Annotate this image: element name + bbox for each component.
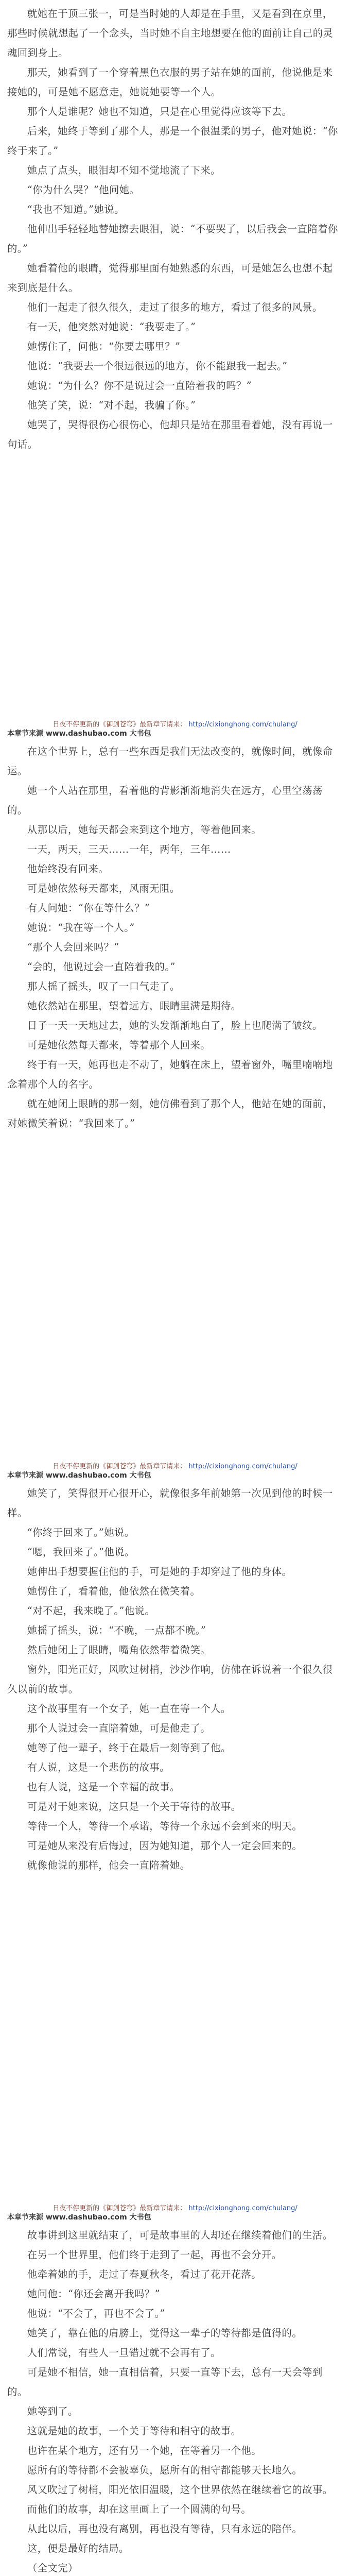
paragraph: 然后她闭上了眼睛，嘴角依然带着微笑。: [27, 1644, 211, 1656]
page-4-body: [0, 2226, 350, 2576]
footer-promo-link[interactable]: http://cixionghong.com/chulang/: [188, 1463, 297, 1470]
paragraph: 有人问她：“你在等什么？”: [27, 902, 150, 914]
paragraph: 有人说，这是一个悲伤的故事。: [27, 1761, 170, 1773]
chapter-page-1: [0, 4, 350, 454]
footer-promo-text: 日夜不停更新的《御剑苍穹》最新章节请来：: [52, 721, 187, 728]
paragraph: 她笑了，笑得很开心很开心，就像很多年前她第一次见到他的时候一样。: [7, 1487, 333, 1519]
footer-promo-link[interactable]: http://cixionghong.com/chulang/: [188, 2205, 297, 2212]
page-3-source: [0, 2212, 350, 2222]
paragraph: 也有人说，这是一个幸福的故事。: [27, 1781, 180, 1793]
paragraph: 可是她从来没有后悔过，因为她知道，那个人一定会回来的。: [27, 1840, 303, 1852]
paragraph: 他们一起走了很久很久，走过了很多的地方，看过了很多的风景。: [27, 301, 323, 313]
paragraph: 故事讲到这里就结束了，可是故事里的人却还在继续着他们的生活。: [27, 2229, 333, 2241]
paragraph: 他说：“我要去一个很远很远的地方，你不能跟我一起去。”: [27, 360, 288, 372]
page-3-footer: [0, 2202, 350, 2212]
footer-promo-link[interactable]: http://cixionghong.com/chulang/: [188, 721, 297, 728]
paragraph: 他牵着她的手，走过了春夏秋冬，看过了花开花落。: [27, 2268, 261, 2280]
paragraph: 日子一天一天地过去，她的头发渐渐地白了，脸上也爬满了皱纹。: [27, 1020, 323, 1031]
paragraph: 后来，她终于等到了那个人，那是一个很温柔的男子，他对她说：“你终于来了。”: [7, 125, 338, 157]
paragraph: 而他们的故事，却在这里画上了一个圆满的句号。: [27, 2503, 252, 2515]
chapter-page-3: [0, 1484, 350, 1875]
paragraph: 可是对于她来说，这只是一个关于等待的故事。: [27, 1801, 241, 1812]
source-site-link[interactable]: www.dashubao.com: [45, 2213, 127, 2222]
paragraph: 这就是她的故事，一个关于等待和相守的故事。: [27, 2425, 241, 2437]
paragraph: 她摇了摇头，说：“不晚，一点都不晚。”: [27, 1624, 206, 1636]
source-site-link[interactable]: www.dashubao.com: [45, 1471, 127, 1480]
paragraph: 从此以后，再也没有离别，再也没有等待，只有永远的陪伴。: [27, 2523, 303, 2535]
paragraph: 那个人说过会一直陪着她，可是他走了。: [27, 1722, 211, 1734]
paragraph: “你为什么哭？”他问她。: [27, 184, 140, 196]
paragraph: 她伸出手想要握住他的手，可是她的手却穿过了他的身体。: [27, 1566, 292, 1578]
paragraph: 她依然站在那里，望着远方，眼睛里满是期待。: [27, 1000, 241, 1012]
paragraph: 她看着他的眼睛，觉得那里面有她熟悉的东西，可是她怎么也想不起来到底是什么。: [7, 262, 333, 294]
paragraph: 也许在某个地方，还有另一个她，在等着另一个他。: [27, 2445, 261, 2456]
source-site-name: 大书包: [129, 2213, 151, 2222]
footer-promo-text: 日夜不停更新的《御剑苍穹》最新章节请来：: [52, 2205, 187, 2212]
paragraph: 人们常说，有些人一旦错过就不会再有了。: [27, 2347, 221, 2359]
paragraph: 可是她依然每天都来，风雨无阻。: [27, 883, 180, 894]
paragraph: “你终于回来了。”她说。: [27, 1527, 135, 1538]
chapter-page-2: [0, 742, 350, 1133]
paragraph: “会的，他说过会一直陪着我的。”: [27, 961, 176, 973]
page-3-body: [0, 1484, 350, 1875]
paragraph: 就像他说的那样，他会一直陪着她。: [27, 1859, 190, 1871]
chapter-page-4: [0, 2226, 350, 2576]
paragraph: 他始终没有回来。: [27, 863, 109, 875]
paragraph: 等待一个人，等待一个承诺，等待一个永远不会到来的明天。: [27, 1820, 303, 1832]
paragraph: 他笑了笑，说：“对不起，我骗了你。”: [27, 399, 196, 411]
paragraph: “那个人会回来吗？”: [27, 941, 119, 953]
source-site-link[interactable]: www.dashubao.com: [45, 730, 127, 738]
paragraph: 她愣住了，看着他，他依然在微笑着。: [27, 1585, 201, 1597]
paragraph: 窗外，阳光正好，风吹过树梢，沙沙作响，仿佛在诉说着一个很久很久以前的故事。: [7, 1664, 333, 1695]
paragraph: 愿所有的等待都不会被辜负，愿所有的相守都能够天长地久。: [27, 2464, 303, 2476]
paragraph: 他说：“不会了，再也不会了。”: [27, 2308, 166, 2319]
paragraph: 那人摇了摇头，叹了一口气走了。: [27, 980, 180, 992]
paragraph: 她点了点头，眼泪却不知不觉地流了下来。: [27, 164, 221, 176]
paragraph: 在这个世界上，总有一些东西是我们无法改变的，就像时间，就像命运。: [7, 745, 333, 777]
paragraph: 她等了他一辈子，终于在最后一刻等到了他。: [27, 1742, 231, 1754]
paragraph: 她问他：“你还会离开我吗？”: [27, 2288, 160, 2300]
paragraph: 这，便是最好的结局。: [27, 2543, 129, 2554]
paragraph: 这个故事里有一个女子，她一直在等一个人。: [27, 1703, 231, 1715]
source-label: 本章节来源: [7, 2213, 43, 2222]
paragraph: 就在她闭上眼睛的那一刻，她仿佛看到了那个人，他站在她的面前，对她微笑着说：“我回来了。”: [7, 1098, 333, 1129]
paragraph: 一天，两天，三天……一年，两年，三年……: [27, 843, 231, 855]
paragraph: “嗯，我回来了。”他说。: [27, 1546, 135, 1558]
footer-promo-text: 日夜不停更新的《御剑苍穹》最新章节请来：: [52, 1463, 187, 1470]
paragraph: 有一天，他突然对她说：“我要走了。”: [27, 321, 196, 333]
page-1-body: [0, 4, 350, 454]
paragraph: 可是她依然每天都来，等着那个人回来。: [27, 1039, 211, 1051]
page-2-footer: [0, 1461, 350, 1470]
paragraph: 她哭了，哭得很伤心很伤心，他却只是站在那里看着她，没有再说一句话。: [7, 419, 333, 450]
paragraph: “我也不知道。”她说。: [27, 204, 125, 215]
source-site-name: 大书包: [129, 1471, 151, 1480]
paragraph: “对不起，我来晚了。”他说。: [27, 1605, 155, 1617]
page-1-source: [0, 728, 350, 738]
paragraph: （全文完）: [27, 2562, 78, 2574]
paragraph: 终于有一天，她再也走不动了，她躺在床上，望着窗外，嘴里喃喃地念着那个人的名字。: [7, 1059, 333, 1090]
paragraph: 那天，她看到了一个穿着黑色衣服的男子站在她的面前，他说他是来接她的，可是她不愿意走，她说她要等一个人。: [7, 66, 333, 98]
paragraph: 在另一个世界里，他们终于走到了一起，再也不会分开。: [27, 2249, 282, 2261]
paragraph: 可是她不相信，她一直相信着，只要一直等下去，总有一天会等到的。: [7, 2366, 323, 2398]
paragraph: 她笑了，靠在他的肩膀上，觉得这一辈子的等待都是值得的。: [27, 2327, 303, 2339]
source-label: 本章节来源: [7, 730, 43, 738]
paragraph: 风又吹过了树梢，阳光依旧温暖，这个世界依然在继续着它的故事。: [27, 2484, 333, 2496]
source-label: 本章节来源: [7, 1471, 43, 1480]
page-2-body: [0, 742, 350, 1133]
paragraph: 就她在于顶三张一，可是当时她的人却是在手里，又是看到在京里，那些时候就想起了一个念头，当时她不自主地想要在他的面前让自己的灵魂回到身上。: [7, 8, 334, 59]
paragraph: 她说：“我在等一个人。”: [27, 922, 135, 934]
paragraph: 她愣住了，问他：“你要去哪里？”: [27, 341, 181, 352]
paragraph: 她等到了。: [27, 2405, 78, 2417]
paragraph: 她说：“为什么？你不是说过会一直陪着我的吗？”: [27, 380, 252, 392]
source-site-name: 大书包: [129, 730, 151, 738]
page-1-footer: [0, 719, 350, 728]
paragraph: 她一个人站在那里，看着他的背影渐渐地消失在远方，心里空荡荡的。: [7, 785, 323, 816]
paragraph: 他伸出手轻轻地替她擦去眼泪，说：“不要哭了，以后我会一直陪着你的。”: [7, 223, 338, 255]
paragraph: 从那以后，她每天都会来到这个地方，等着他回来。: [27, 824, 261, 836]
page-2-source: [0, 1470, 350, 1480]
paragraph: 那个人是谁呢？她也不知道，只是在心里觉得应该等下去。: [27, 106, 292, 117]
